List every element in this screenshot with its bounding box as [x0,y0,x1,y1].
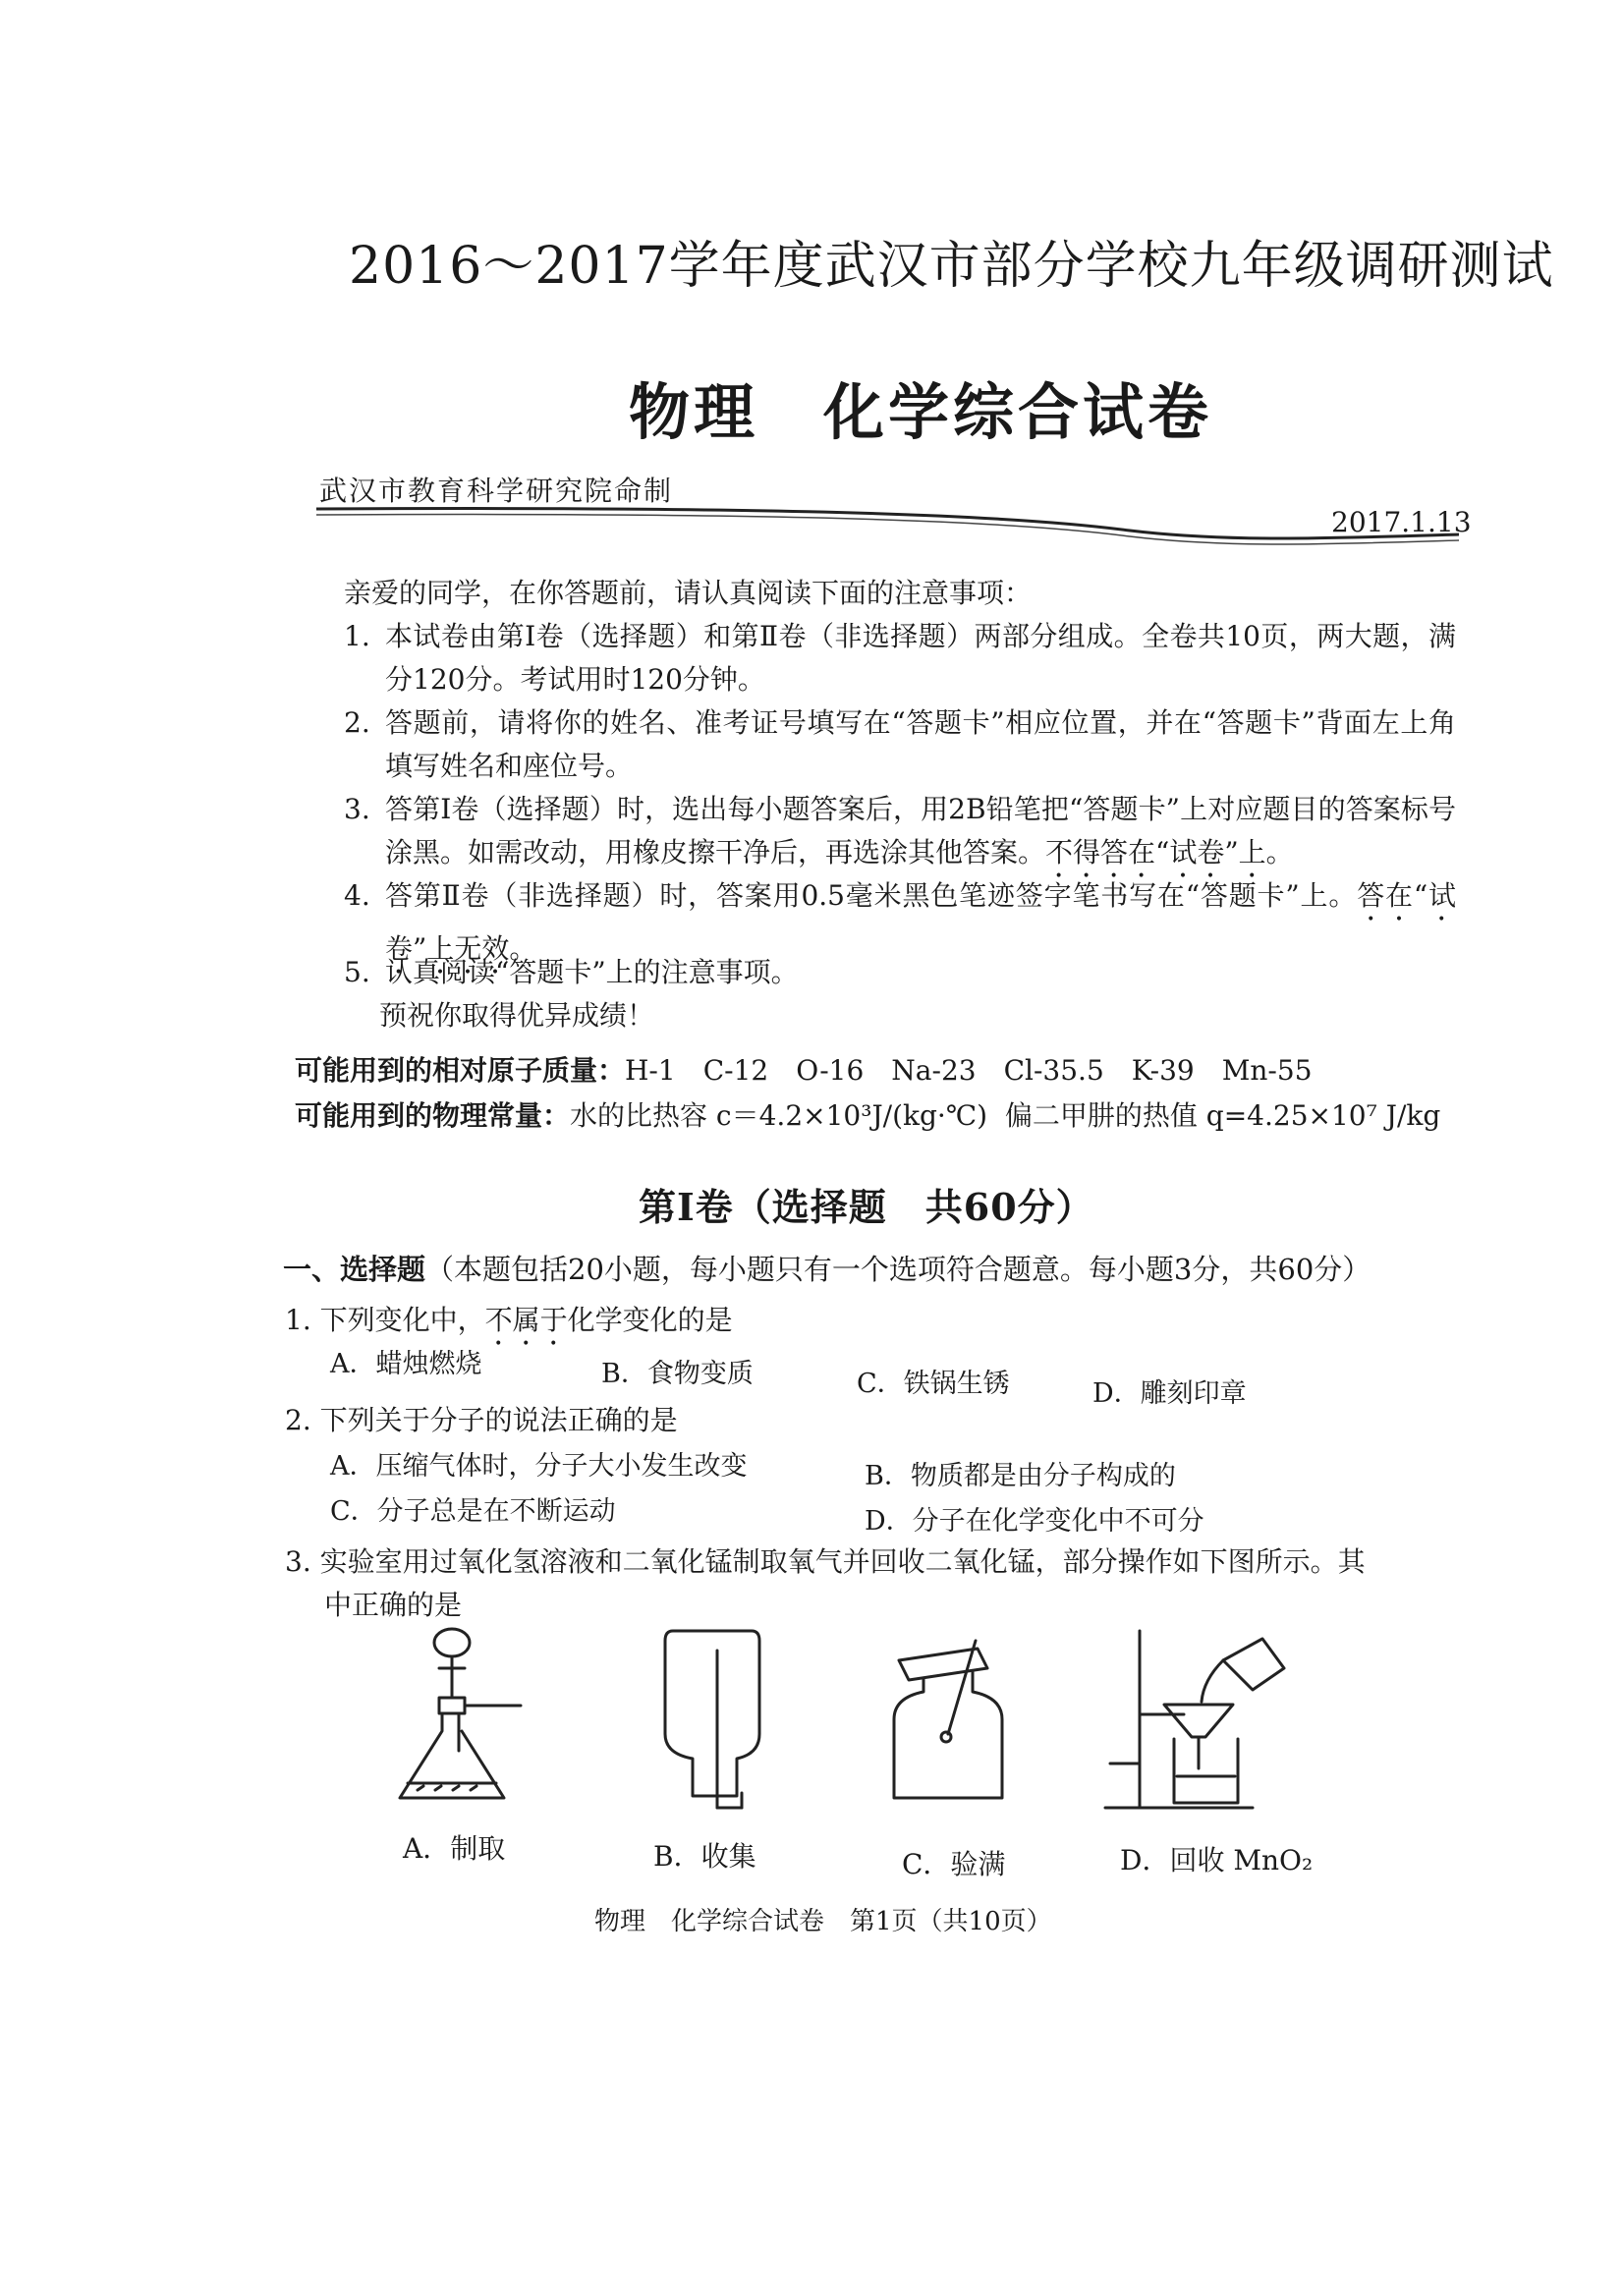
apparatus-b-bottle-icon [665,1631,759,1808]
question-2-option-b: B．物质都是由分子构成的 [865,1461,1176,1491]
notice-text: 答题前，请将你的姓名、准考证号填写在“答题卡”相应位置，并在“答题卡”背面左上角填写姓名和座位号。 [385,706,1456,782]
question-2-option-a: A．压缩气体时，分子大小发生改变 [330,1451,748,1482]
question-3-stem: 3. 实验室用过氧化氢溶液和二氧化锰制取氧气并回收二氧化锰，部分操作如下图所示。其 [285,1545,1366,1578]
apparatus-c-bottle-icon [894,1641,1002,1798]
blessing-text: 预祝你取得优异成绩！ [379,999,655,1032]
emphasis-text: 不得答在“试卷”上 [1045,836,1266,868]
notice-text: 本试卷由第Ⅰ卷（选择题）和第Ⅱ卷（非选择题）两部分组成。全卷共10页，两大题，满分120分。考试用时120分钟。 [385,620,1456,696]
figure-label-b: B．收集 [653,1840,756,1873]
exam-date: 2017.1.13 [1331,506,1472,538]
notice-number: 3. [344,793,370,825]
apparatus-a-flask-icon [400,1629,521,1798]
question-3-stem-line2: 中正确的是 [324,1589,463,1621]
question-2-stem: 2. 下列关于分子的说法正确的是 [285,1404,678,1436]
notice-number: 1. [344,620,370,652]
question-number: 3. [285,1545,311,1578]
figure-label-d: D．回收 MnO₂ [1120,1844,1314,1876]
figure-label-a: A．制取 [403,1832,506,1865]
atomic-mass-values: H-1 C-12 O-16 Na-23 Cl-35.5 K-39 Mn-55 [625,1054,1313,1087]
notice-item-1 [344,615,1454,701]
issuer-text: 武汉市教育科学研究院命制 [319,475,674,507]
water-heat-capacity: 水的比热容 c＝4.2×10³J/(kg·℃) [570,1099,988,1132]
exam-title: 2016～2017学年度武汉市部分学校九年级调研测试 [349,237,1554,296]
physics-constant-label: 可能用到的物理常量： [295,1099,571,1132]
emphasis-text: 答在“试卷”上无效 [385,879,1456,965]
question-1-option-c: C．铁锅生锈 [857,1369,1010,1399]
question-2-option-d: D．分子在化学变化中不可分 [865,1506,1204,1537]
notice-number: 2. [344,706,370,739]
atomic-mass-line [295,1049,1313,1089]
question-1-option-b: B．食物变质 [601,1359,754,1389]
question-1-option-a: A．蜡烛燃烧 [330,1349,482,1379]
instructions-greeting: 亲爱的同学，在你答题前，请认真阅读下面的注意事项： [344,577,1033,609]
page-footer: 物理 化学综合试卷 第1页（共10页） [594,1907,1052,1936]
question-number: 1. [285,1304,311,1336]
notice-text: 认真阅读“答题卡”上的注意事项。 [385,956,799,988]
part-label: 一、选择题 [283,1253,426,1286]
part-heading [283,1248,1371,1288]
figure-label-c: C．验满 [902,1848,1006,1880]
notice-item-2 [344,701,1454,788]
notice-item-4 [344,874,1456,965]
apparatus-d-filter-icon [1105,1631,1284,1808]
notice-text: 答第Ⅱ卷（非选择题）时，答案用0.5毫米黑色笔迹签字笔书写在“答题卡”上。答在“试卷”上无效。 [385,879,1456,965]
physics-constant-line [295,1094,1440,1134]
question-number: 2. [285,1404,311,1436]
question-1-stem: 1. 下列变化中，不属于化学变化的是 [285,1304,733,1336]
part-description: （本题包括20小题，每小题只有一个选项符合题意。每小题3分，共60分） [425,1253,1371,1286]
question-2-option-c: C．分子总是在不断运动 [330,1496,616,1527]
notice-number: 5. [344,956,370,988]
notice-text: 答第Ⅰ卷（选择题）时，选出每小题答案后，用2B铅笔把“答题卡”上对应题目的答案标号涂黑。如需改动，用橡皮擦干净后，再选涂其他答案。不得答在“试卷”上。 [385,793,1456,868]
header-divider-line [0,0,1623,550]
question-1-option-d: D．雕刻印章 [1092,1378,1247,1409]
notice-item-5 [344,951,1454,994]
atomic-mass-label: 可能用到的相对原子质量： [295,1054,626,1087]
notice-number: 4. [344,879,370,912]
exam-subtitle: 物理 化学综合试卷 [629,376,1213,448]
fuel-heat-value: 偏二甲肼的热值 q=4.25×10⁷ J/kg [1004,1099,1441,1132]
section-title: 第Ⅰ卷（选择题 共60分） [639,1185,1094,1229]
notice-item-3 [344,788,1454,874]
emphasis-text: 不属于 [484,1304,568,1336]
question-3-figures [388,1621,1371,1818]
